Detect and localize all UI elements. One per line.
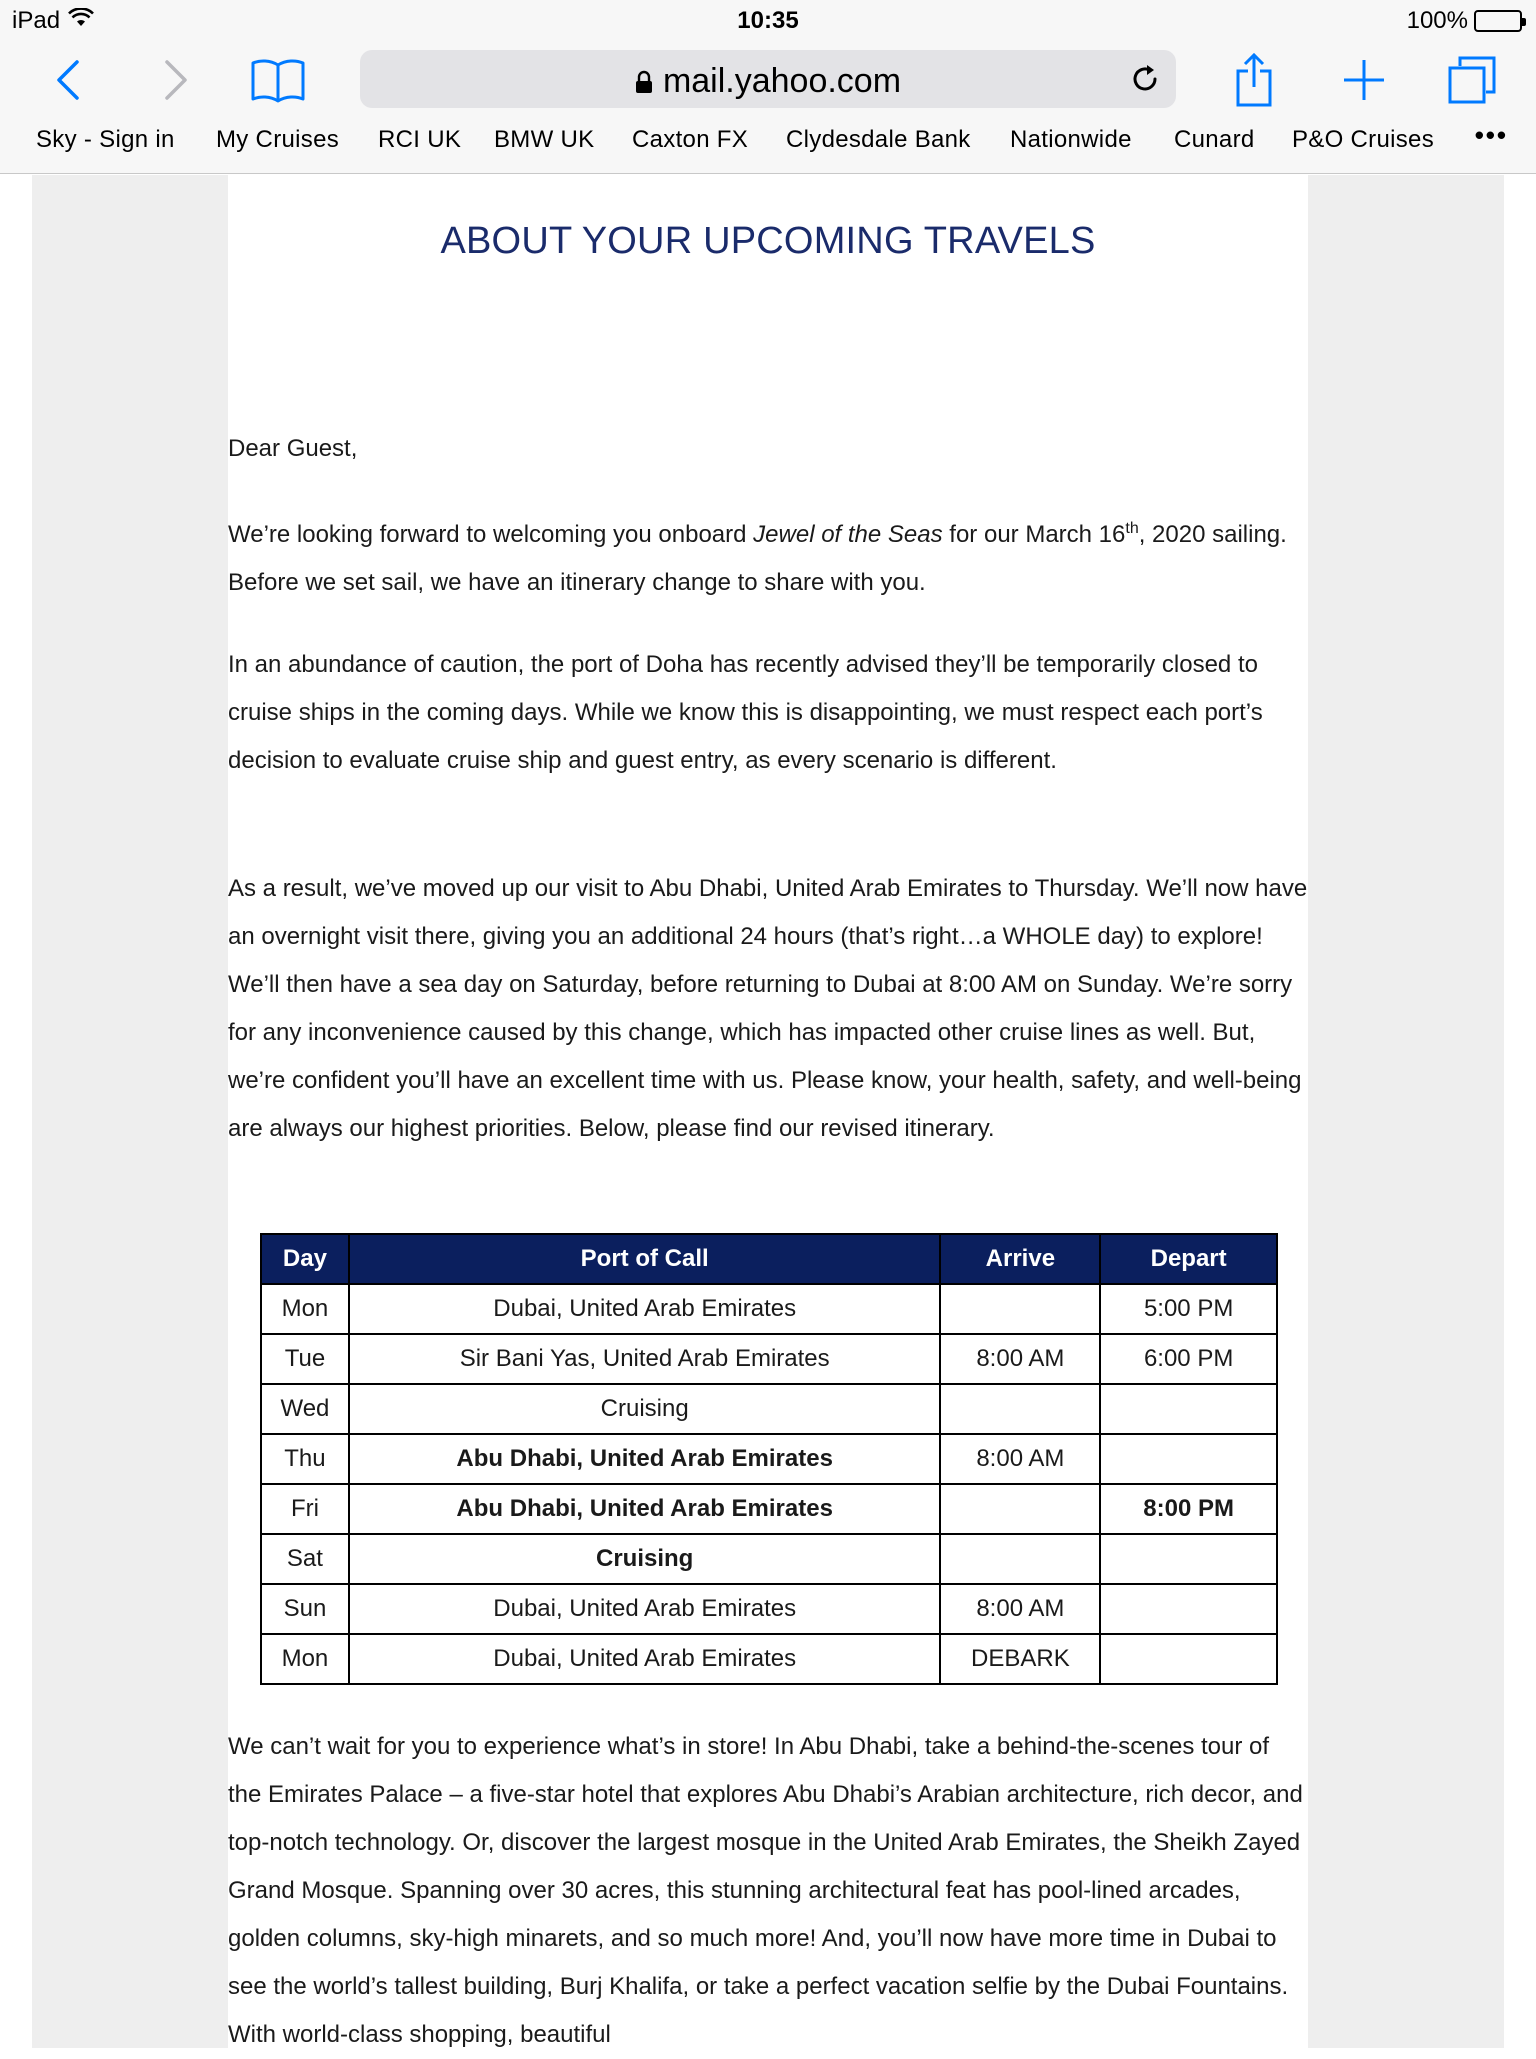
header-arrive: Arrive [940,1234,1100,1284]
cell-day: Wed [261,1384,349,1434]
share-icon[interactable] [1226,52,1282,108]
cell-port: Abu Dhabi, United Arab Emirates [349,1434,941,1484]
cell-day: Fri [261,1484,349,1534]
p1-pre: We’re looking forward to welcoming you onboard [228,521,754,548]
cell-port: Cruising [349,1534,941,1584]
cell-port: Dubai, United Arab Emirates [349,1584,941,1634]
battery-icon [1474,10,1522,32]
email-margin-left [32,175,228,2048]
table-row [261,1334,1277,1384]
cell-day: Sun [261,1584,349,1634]
cell-port: Dubai, United Arab Emirates [349,1284,941,1334]
cell-arrive [940,1284,1100,1334]
bookmark-sky[interactable]: Sky - Sign in [36,126,175,153]
p1-mid: for our March 16 [942,521,1126,548]
browser-toolbar [0,40,1536,120]
cell-arrive: 8:00 AM [940,1584,1100,1634]
bookmark-my-cruises[interactable]: My Cruises [216,126,340,153]
url-text: mail.yahoo.com [662,62,902,100]
reload-icon[interactable] [1128,62,1162,101]
bookmark-rci-uk[interactable]: RCI UK [378,126,462,153]
header-depart: Depart [1100,1234,1277,1284]
email-paragraph-3: As a result, we’ve moved up our visit to Abu Dhabi, United Arab Emirates to Thursday. We’ll now have an overnight visit there, giving you an additional 24 hours (that’s right…a WHOLE day) to explore! We’ll then have a sea day on Saturday, before returning to Dubai at 8:00 AM on Sunday. We’re sorry for any inconvenience caused by this change, which has impacted other cruise lines as well. But, we’re confident you’ll have an excellent time with us. Please know, your health, safety, and well-being are always our highest priorities. Below, please find our revised itinerary. [228,875,1308,1142]
email-greeting: Dear Guest, [228,435,358,462]
cell-depart [1100,1534,1277,1584]
bookmarks-bar [0,120,1536,174]
bookmarks-icon[interactable] [250,52,306,108]
table-row [261,1484,1277,1534]
itinerary-table [260,1233,1278,1685]
battery-percent: 100% [1406,7,1468,34]
cell-depart [1100,1584,1277,1634]
table-row [261,1384,1277,1434]
status-right [1407,7,1522,35]
bookmark-clydesdale[interactable]: Clydesdale Bank [786,126,971,153]
email-paragraph-4: We can’t wait for you to experience what’s in store! In Abu Dhabi, take a behind-the-scenes tour of the Emirates Palace – a five-star hotel that explores Abu Dhabi’s Arabian architecture, rich decor, and top-notch technology. Or, discover the largest mosque in the United Arab Emirates, the Sheikh Zayed Grand Mosque. Spanning over 30 acres, this stunning architectural feat has pool-lined arcades, golden columns, sky-high minarets, and so much more! And, you’ll now have more time in Dubai to see the world’s tallest building, Burj Khalifa, or take a perfect vacation selfie by the Dubai Fountains. With world-class shopping, beautiful [228,1733,1303,2048]
p1-post: , 2020 sailing. Before we set sail, we have an itinerary change to share with you. [228,521,1287,596]
cell-port: Dubai, United Arab Emirates [349,1634,941,1684]
status-bar [0,0,1536,40]
tabs-icon[interactable] [1444,52,1500,108]
cell-depart: 6:00 PM [1100,1334,1277,1384]
cell-day: Sat [261,1534,349,1584]
address-bar[interactable] [360,50,1176,108]
more-bookmarks-icon[interactable]: ••• [1474,120,1508,150]
email-paragraph-1 [228,511,1308,607]
bookmark-bmw-uk[interactable]: BMW UK [494,126,595,153]
bookmark-cunard[interactable]: Cunard [1174,126,1255,153]
cell-day: Tue [261,1334,349,1384]
back-icon[interactable] [40,52,96,108]
table-row [261,1284,1277,1334]
header-day: Day [261,1234,349,1284]
cell-day: Mon [261,1284,349,1334]
cell-arrive: 8:00 AM [940,1334,1100,1384]
cell-depart: 5:00 PM [1100,1284,1277,1334]
cell-arrive [940,1484,1100,1534]
cell-depart: 8:00 PM [1100,1484,1277,1534]
email-margin-right [1308,175,1504,2048]
cell-day: Mon [261,1634,349,1684]
email-body [228,175,1308,2048]
cell-arrive [940,1384,1100,1434]
email-paragraph-2: In an abundance of caution, the port of Doha has recently advised they’ll be temporarily closed to cruise ships in the coming days. While we know this is disappointing, we must respect each port’s decision to evaluate cruise ship and guest entry, as every scenario is different. [228,651,1263,774]
cell-depart [1100,1384,1277,1434]
header-port: Port of Call [349,1234,941,1284]
new-tab-icon[interactable] [1336,52,1392,108]
p1-sup: th [1125,520,1139,537]
status-time: 10:35 [737,7,799,34]
bookmark-nationwide[interactable]: Nationwide [1010,126,1132,153]
cell-arrive: DEBARK [940,1634,1100,1684]
email-heading: ABOUT YOUR UPCOMING TRAVELS [440,220,1096,262]
cell-day: Thu [261,1434,349,1484]
cell-arrive [940,1534,1100,1584]
itinerary-header-row [261,1234,1277,1284]
ship-name: Jewel of the Seas [753,521,943,548]
address-text [360,62,1176,103]
table-row [261,1534,1277,1584]
table-row [261,1634,1277,1684]
cell-arrive: 8:00 AM [940,1434,1100,1484]
table-row [261,1584,1277,1634]
lock-icon [635,64,653,103]
cell-depart [1100,1634,1277,1684]
cell-port: Sir Bani Yas, United Arab Emirates [349,1334,941,1384]
cell-port: Abu Dhabi, United Arab Emirates [349,1484,941,1534]
cell-port: Cruising [349,1384,941,1434]
bookmark-po-cruises[interactable]: P&O Cruises [1292,126,1435,153]
forward-icon[interactable] [148,52,204,108]
device-label: iPad [12,7,61,34]
cell-depart [1100,1434,1277,1484]
table-row [261,1434,1277,1484]
bookmark-caxton-fx[interactable]: Caxton FX [632,126,749,153]
